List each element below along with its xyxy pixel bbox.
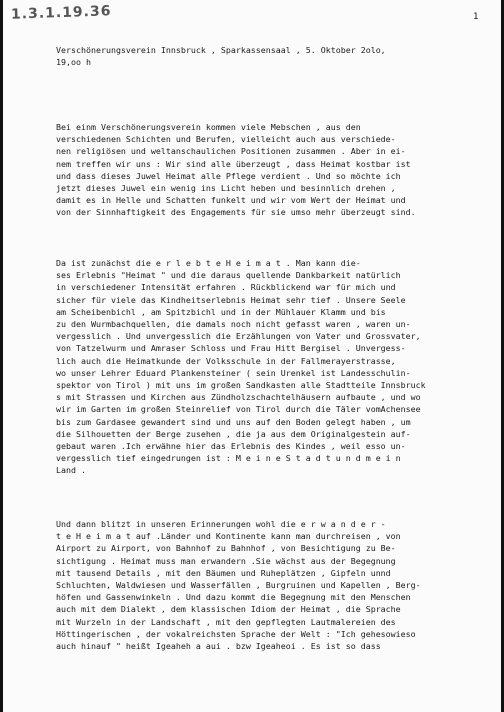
text-line: höfen und Gassenwinkeln . Und dazu kommt die Begegnung mit den Menschen — [56, 592, 411, 603]
text-line: Schluchten, Waldwiesen und Wasserfällen , Burgruinen und Kapellen , Berg- — [56, 580, 421, 591]
text-line: nen religiösen und weltanschaulichen Positionen zusammen . Aber in ei- — [56, 146, 406, 157]
text-line: verschiedenen Schichten und Berufen, vielleicht auch aus verschiede- — [56, 134, 396, 145]
text-line: damit es in Helle und Schatten funkelt und wir vom Wert der Heimat und — [56, 195, 406, 206]
text-line: in verschiedener Intensität erfahren . Rückblickend war für mich und — [56, 282, 396, 293]
handwritten-reference: 1.3.1.19.36 — [10, 3, 112, 23]
text-line: nem treffen wir uns : Wir sind alle überzeugt , dass Heimat kostbar ist — [56, 158, 411, 169]
text-line: jetzt dieses Juwel ein wenig ins Licht heben und besinnlich drehen , — [56, 183, 396, 194]
paragraph-erwanderte-heimat — [56, 518, 476, 652]
text-line: mit Wurzeln in der Landschaft , mit den gepflegten Lautmalereien des — [56, 616, 396, 627]
text-line: von Tatzelwurm und Amraser Schloss und Frau Hitt Bergisel . Unvergess- — [56, 343, 406, 354]
text-line: mit tausend Details , mit den Bäumen und Ruheplätzen , Gipfeln unnd — [56, 567, 391, 578]
text-line: bis zum Gardasee gewandert sind und uns auf den Boden gelegt haben , um — [56, 416, 411, 427]
text-line: s mit Strassen und Kirchen aus Zündholzschachtelhäusern aufbaute , und wo — [56, 392, 421, 403]
text-line: spektor von Tirol ) mit uns im großen Sandkasten alle Stadtteile Innsbruck — [56, 380, 426, 391]
text-line: gebaut waren .Ich erwähne hier das Erlebnis des Kindes , weil esso un- — [56, 441, 406, 452]
text-line: vergesslich . Und unvergesslich die Erzählungen von Vater und Grossvater, — [56, 331, 421, 342]
text-line: die Silhouetten der Berge zusehen , die ja aus dem Originalgestein auf- — [56, 428, 411, 439]
text-line: Airport zu Airport, von Bahnhof zu Bahnhof , von Besichtigung zu Be- — [56, 543, 396, 554]
paragraph-intro — [56, 121, 476, 219]
text-line: Höttingerischen , der vokalreichsten Sprache der Welt : "Ich gehesowieso — [56, 628, 416, 639]
text-line: Bei einm Verschönerungsverein kommen viele Mebschen , aus den — [56, 122, 361, 132]
paragraph-erlebte-heimat — [56, 257, 476, 477]
text-line: ses Erlebnis "Heimat " und die daraus quellende Dankbarkeit natürlich — [56, 270, 401, 281]
text-line: Und dann blitzt in unseren Erinnerungen wohl die e r w a n d e r - — [56, 519, 386, 529]
text-line: wo unser Lehrer Eduard Plankensteiner ( sein Urenkel ist Landesschulin- — [56, 367, 411, 378]
text-line: auch hinauf " heißt Igeaheh a aui . bzw Igeaheoi . Es ist so dass — [56, 641, 381, 652]
text-line: und dass dieses Juwel Heimat alle Pflege verdient . Und so möchte ich — [56, 170, 401, 181]
header-line: Verschönerungsverein Innsbruck , Sparkassensaal , 5. Oktober 2olo, — [56, 45, 386, 55]
document-header — [56, 44, 476, 68]
text-line: von der Sinnhaftigkeit des Engagements für sie umso mehr überzeugt sind. — [56, 207, 416, 218]
text-line: lich auch die Heimatkunde der Volksschule in der Fallmerayerstrasse, — [56, 355, 396, 366]
text-line: auch mit dem Dialekt , dem klassischen Idiom der Heimat , die Sprache — [56, 604, 401, 615]
header-line: 19,oo h — [56, 57, 91, 68]
page-number: 1 — [473, 12, 479, 22]
text-line: zu den Wurmbachquellen, die damals noch nicht gefasst waren , waren un- — [56, 319, 411, 330]
text-line: t e H e i m a t auf .Länder und Kontinente kann man durchreisen , von — [56, 531, 401, 542]
text-line: sicher für viele das Kindheitserlebnis Heimat sehr tief . Unsere Seele — [56, 294, 406, 305]
text-line: am Scheibenbichl , am Spitzbichl und in der Mühlauer Klamm und bis — [56, 306, 386, 317]
text-line: Land . — [56, 465, 86, 476]
text-line: sichtigung . Heimat muss man erwandern .Sie wächst aus der Begegnung — [56, 555, 396, 566]
text-line: wir im Garten im großen Steinrelief von Tirol durch die Täler vomAchensee — [56, 404, 421, 415]
text-line: vergesslich tief eingedrungen ist : M e i n e S t a d t u n d m e i n — [56, 453, 401, 464]
scan-border-left — [0, 0, 3, 712]
text-line: Da ist zunächst die e r l e b t e H e i m a t . Man kann die- — [56, 258, 361, 268]
